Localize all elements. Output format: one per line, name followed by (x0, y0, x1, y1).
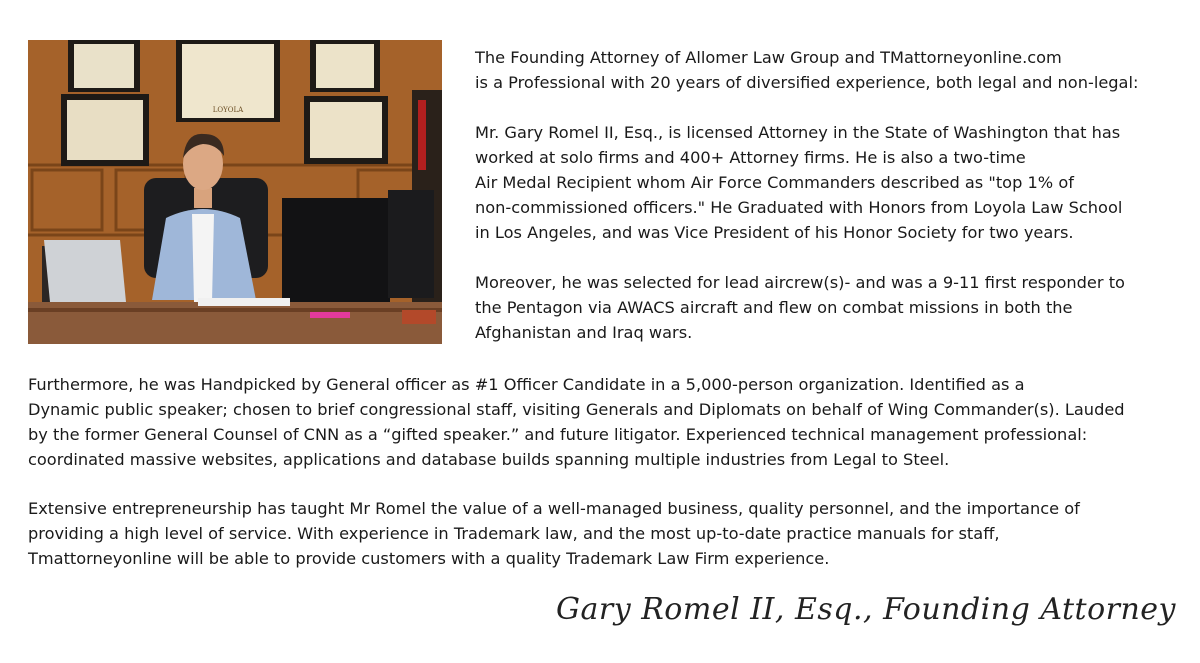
furthermore-line: Furthermore, he was Handpicked by General officer as #1 Officer Candidate in a 5,000-person organization. Identified as a (28, 375, 1025, 394)
office-scene (28, 40, 442, 344)
entrepreneurship-line: Tmattorneyonline will be able to provide customers with a quality Trademark Law Firm experience. (28, 549, 830, 568)
attorney-photo (28, 40, 442, 344)
diploma-label: LOYOLA (212, 106, 244, 114)
furthermore-line: Dynamic public speaker; chosen to brief congressional staff, visiting Generals and Diplomats on behalf of Wing Commander(s). Lauded (28, 400, 1125, 419)
entrepreneurship-line: Extensive entrepreneurship has taught Mr Romel the value of a well-managed business, quality personnel, and the importance of (28, 499, 1080, 518)
bio-line: in Los Angeles, and was Vice President of his Honor Society for two years. (475, 223, 1074, 242)
moreover-line: Afghanistan and Iraq wars. (475, 323, 693, 342)
bio-line: worked at solo firms and 400+ Attorney firms. He is also a two-time (475, 148, 1026, 167)
furthermore-line: by the former General Counsel of CNN as a “gifted speaker.” and future litigator. Experienced technical management professional: (28, 425, 1088, 444)
intro-line: The Founding Attorney of Allomer Law Group and TMattorneyonline.com (475, 48, 1062, 67)
entrepreneurship-line: providing a high level of service. With experience in Trademark law, and the most up-to-date practice manuals for staff, (28, 524, 1000, 543)
intro-line: is a Professional with 20 years of diversified experience, both legal and non-legal: (475, 73, 1139, 92)
bio-line: non-commissioned officers." He Graduated with Honors from Loyola Law School (475, 198, 1123, 217)
entrepreneurship-paragraph (28, 496, 1178, 571)
furthermore-line: coordinated massive websites, applications and database builds spanning multiple industries from Legal to Steel. (28, 450, 950, 469)
bio-line: Air Medal Recipient whom Air Force Commanders described as "top 1% of (475, 173, 1074, 192)
furthermore-paragraph (28, 372, 1178, 472)
moreover-paragraph (475, 270, 1185, 345)
intro-paragraph (475, 45, 1185, 95)
moreover-line: the Pentagon via AWACS aircraft and flew on combat missions in both the (475, 298, 1073, 317)
bio-line: Mr. Gary Romel II, Esq., is licensed Attorney in the State of Washington that has (475, 123, 1121, 142)
bio-paragraph (475, 120, 1185, 245)
moreover-line: Moreover, he was selected for lead aircrew(s)- and was a 9-11 first responder to (475, 273, 1125, 292)
signature: Gary Romel II, Esq., Founding Attorney (556, 592, 1176, 627)
